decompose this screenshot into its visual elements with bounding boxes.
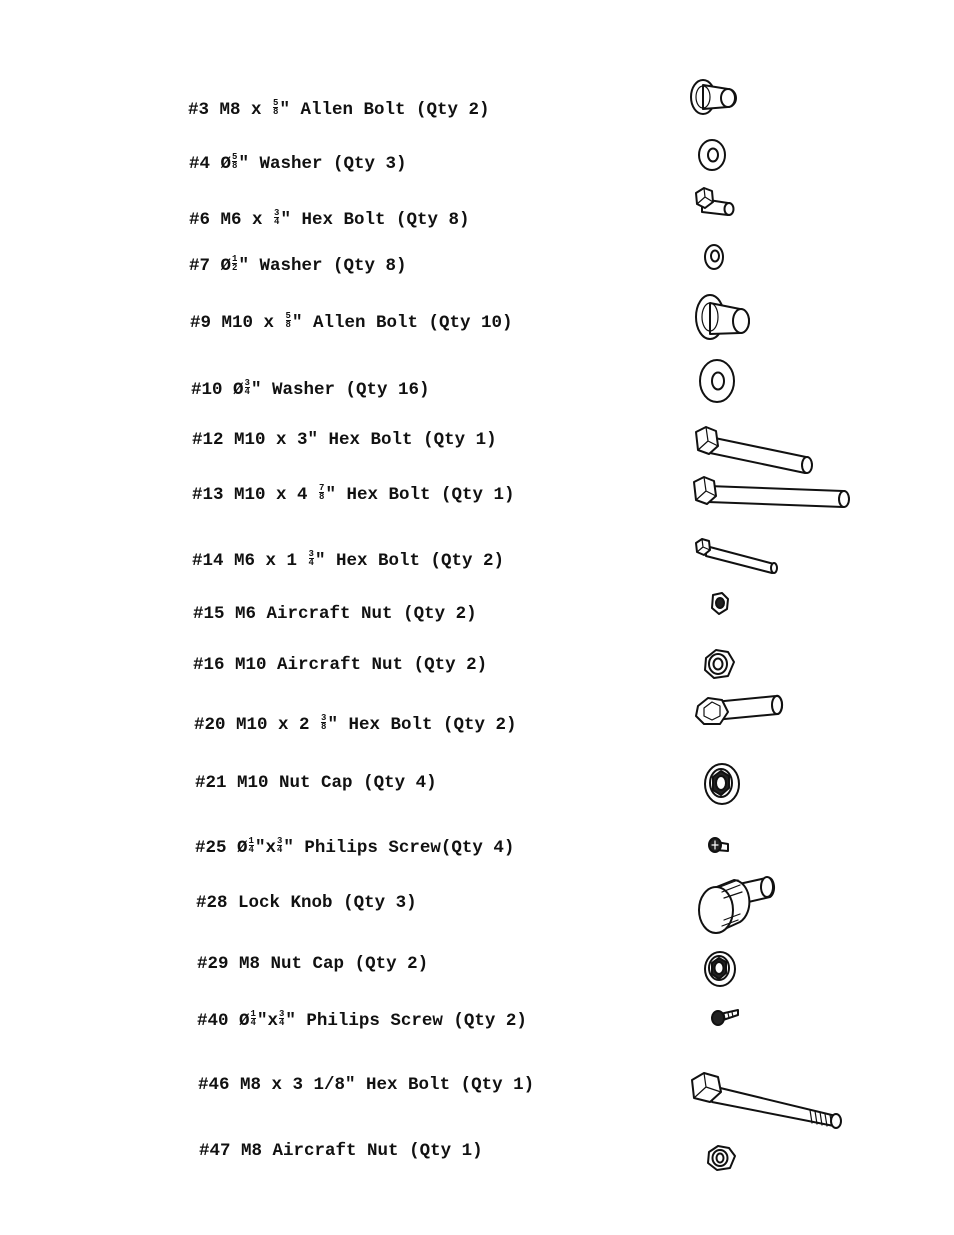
part-13-label: #13 M10 x 4 $\frac{7}{8}$ " Hex Bolt (Qty 1) [192, 483, 515, 506]
part-16-label: #16 M10 Aircraft Nut (Qty 2) [193, 655, 488, 675]
part-7-label: #7 Ø $\frac{1}{2}$ " Washer (Qty 8) [189, 254, 407, 277]
part-25-label: #25 Ø $\frac{1}{4}$ "x $\frac{3}{4}$ " Philips Screw(Qty 4) [195, 836, 515, 859]
part-9-label: #9 M10 x $\frac{5}{8}$ " Allen Bolt (Qty 10) [190, 311, 513, 334]
part-47-label: #47 M8 Aircraft Nut (Qty 1) [199, 1141, 483, 1161]
part-3-label: #3 M8 x $\frac{5}{8}$ " Allen Bolt (Qty 2) [188, 98, 490, 121]
part-46-label: #46 M8 x 3 1/8" Hex Bolt (Qty 1) [198, 1075, 535, 1095]
hex-bolt-short-icon [692, 185, 744, 221]
washer-large-icon [696, 357, 742, 407]
part-10-label: #10 Ø $\frac{3}{4}$ " Washer (Qty 16) [191, 378, 430, 401]
nut-cap-small-icon [700, 948, 740, 990]
hex-bolt-threaded-icon [686, 1068, 846, 1130]
hex-bolt-thin-icon [692, 535, 782, 575]
part-21-label: #21 M10 Nut Cap (Qty 4) [195, 773, 437, 793]
part-20-label: #20 M10 x 2 $\frac{3}{8}$ " Hex Bolt (Qty 2) [194, 713, 517, 736]
part-6-label: #6 M6 x $\frac{3}{4}$ " Hex Bolt (Qty 8) [189, 208, 470, 231]
part-40-label: #40 Ø $\frac{1}{4}$ "x $\frac{3}{4}$ " Philips Screw (Qty 2) [197, 1009, 527, 1032]
aircraft-nut-small-icon [707, 590, 733, 618]
lock-knob-icon [694, 870, 778, 940]
part-12-label: #12 M10 x 3" Hex Bolt (Qty 1) [192, 430, 497, 450]
nut-cap-icon [700, 760, 744, 808]
part-14-label: #14 M6 x 1 $\frac{3}{4}$ " Hex Bolt (Qty 2) [192, 549, 505, 572]
allen-bolt-small-icon [688, 76, 748, 120]
washer-icon [696, 137, 730, 173]
part-28-label: #28 Lock Knob (Qty 3) [196, 893, 417, 913]
philips-screw-icon [704, 834, 734, 856]
philips-screw-small-icon [708, 1006, 742, 1028]
part-15-label: #15 M6 Aircraft Nut (Qty 2) [193, 604, 477, 624]
hex-bolt-longest-icon [688, 474, 854, 510]
part-4-label: #4 Ø $\frac{5}{8}$ " Washer (Qty 3) [189, 152, 407, 175]
hex-bolt-thick-icon [690, 690, 790, 736]
hex-bolt-long-icon [690, 422, 820, 476]
washer-small-icon [701, 241, 729, 273]
allen-bolt-large-icon [692, 290, 762, 348]
aircraft-nut-m8-icon [704, 1142, 740, 1174]
part-29-label: #29 M8 Nut Cap (Qty 2) [197, 954, 429, 974]
aircraft-nut-icon [700, 646, 740, 684]
